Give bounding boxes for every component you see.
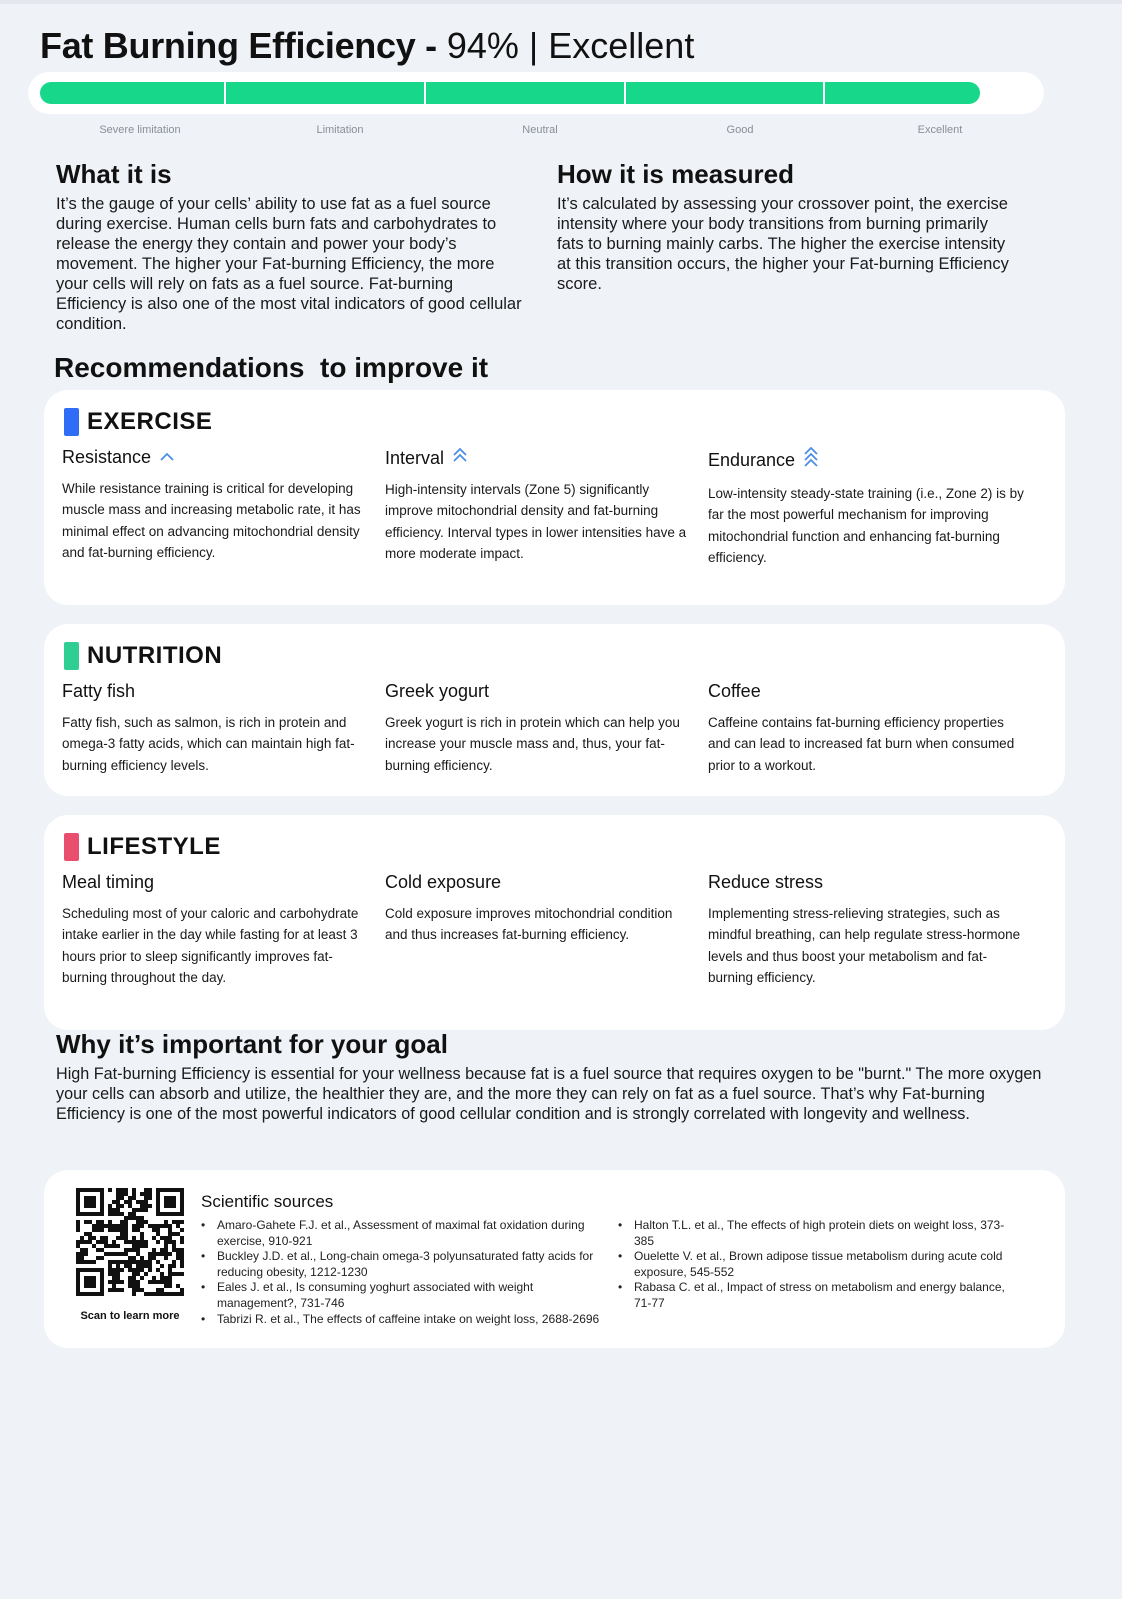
card-header [64,642,222,670]
recommendation-item [385,680,697,776]
efficiency-gauge [28,72,1044,114]
gauge-label: Limitation [316,124,364,136]
chevron-up-icon [159,446,175,468]
recommendation-item [385,871,697,946]
qr-caption: Scan to learn more [80,1310,180,1322]
gauge-divider [424,82,426,104]
category-color-bar [64,642,79,670]
source-item: • Amaro-Gahete F.J. et al., Assessment of maximal fat oxidation during exercise, 910-921 [201,1218,606,1249]
item-body: Implementing stress-relieving strategies, such as mindful breathing, can help regulate stress-hormone levels and thus boost your metabolism and fat-burning efficiency. [708,906,1021,985]
recommendation-item [62,680,374,776]
item-title: Reduce stress [708,872,824,892]
source-item: • Ouelette V. et al., Brown adipose tissue metabolism during acute cold exposure, 545-552 [618,1249,1023,1280]
recommendations-heading: Recommendations to improve it [54,352,489,383]
gauge-scale [40,124,1040,140]
item-body: High-intensity intervals (Zone 5) significantly improve mitochondrial density and fat-burning efficiency. Interval types in lower intensities have a more moderate impact. [385,482,687,561]
sources-list-right [618,1218,1023,1312]
card-title: EXERCISE [87,408,213,435]
card-title: NUTRITION [87,642,223,669]
gauge-fill [40,82,980,104]
section-body: High Fat-burning Efficiency is essential for your wellness because fat is a fuel source that requires oxygen to be "burnt." The more oxygen your cells can absorb and utilize, the healthier they are, and the more they can rely on fat as a fuel source. That’s why Fat-burning Efficiency is one of the most powerful indicators of good cellular condition and is strongly correlated with longevity and wellness. [56,1065,1042,1123]
gauge-divider [624,82,626,104]
sources-card [44,1170,1065,1348]
gauge-divider [823,82,825,104]
why-important-section [56,1028,1046,1124]
recommendation-item [385,446,697,564]
item-body: Scheduling most of your caloric and carbohydrate intake earlier in the day while fasting for at least 3 hours prior to sleep significantly improves fat-burning throughout the day. [62,906,359,985]
source-item: • Rabasa C. et al., Impact of stress on metabolism and energy balance, 71-77 [618,1280,1023,1311]
triple-chevron-up-icon [803,446,819,473]
lifestyle-card [44,815,1065,1030]
double-chevron-up-icon [452,446,468,469]
card-header [64,833,221,861]
item-body: Fatty fish, such as salmon, is rich in protein and omega-3 fatty acids, which can maintain high fat-burning efficiency levels. [62,715,355,773]
card-header [64,408,212,436]
item-title: Cold exposure [385,872,502,892]
item-title: Meal timing [62,872,155,892]
card-title: LIFESTYLE [87,833,221,860]
gauge-divider [224,82,226,104]
category-color-bar [64,833,79,861]
nutrition-card [44,624,1065,796]
item-title: Greek yogurt [385,681,490,701]
item-body: Caffeine contains fat-burning efficiency properties and can lead to increased fat burn when consumed prior to a workout. [708,715,1015,773]
recommendation-item [62,446,374,563]
source-item: • Halton T.L. et al., The effects of high protein diets on weight loss, 373-385 [618,1218,1023,1249]
recommendation-item [62,871,374,988]
recommendation-item [708,680,1028,776]
item-title: Fatty fish [62,681,136,701]
section-title: Why it’s important for your goal [56,1029,448,1059]
gauge-label: Neutral [522,124,558,136]
metric-name: Fat Burning Efficiency - [40,25,437,66]
sources-list-left [201,1218,606,1327]
section-body: It’s the gauge of your cells’ ability to use fat as a fuel source during exercise. Human cells burn fats and carbohydrates to release the energy they contain and power your body’s movement. The higher your Fat-burning Efficiency, the more your cells will rely on fats as a fuel source. Fat-burning Efficiency is also one of the most vital indicators of good cellular condition. [56,195,522,333]
item-title: Resistance [62,447,152,467]
section-title: How it is measured [557,159,794,189]
section-title: What it is [56,159,172,189]
gauge-label: Good [726,124,754,136]
gauge-label: Severe limitation [99,124,181,136]
how-measured-section [557,158,1017,294]
item-body: Low-intensity steady-state training (i.e., Zone 2) is by far the most powerful mechanism for improving mitochondrial function and enhancing fat-burning efficiency. [708,486,1024,565]
item-body: While resistance training is critical for developing muscle mass and increasing metabolic rate, it has minimal effect on advancing mitochondrial density and fat-burning efficiency. [62,481,361,560]
page-title [40,24,694,68]
item-title: Interval [385,447,445,468]
item-title: Endurance [708,449,796,470]
item-body: Cold exposure improves mitochondrial condition and thus increases fat-burning efficiency. [385,906,673,943]
recommendation-item [708,871,1028,988]
top-border [0,0,1122,4]
source-item: • Eales J. et al., Is consuming yoghurt associated with weight management?, 731-746 [201,1280,606,1311]
what-it-is-section [56,158,526,334]
qr-code-icon[interactable] [76,1188,184,1296]
sources-title: Scientific sources [201,1192,334,1211]
item-body: Greek yogurt is rich in protein which can help you increase your muscle mass and, thus, your fat-burning efficiency. [385,715,680,773]
source-item: • Buckley J.D. et al., Long-chain omega-3 polyunsaturated fatty acids for reducing obesity, 1212-1230 [201,1249,606,1280]
item-title: Coffee [708,681,761,701]
recommendation-item [708,446,1028,568]
metric-score: 94% | Excellent [436,25,695,66]
source-item: • Tabrizi R. et al., The effects of caffeine intake on weight loss, 2688-2696 [201,1312,606,1328]
exercise-card [44,390,1065,605]
gauge-label: Excellent [917,124,963,136]
section-body: It’s calculated by assessing your crossover point, the exercise intensity where your body transitions from burning primarily fats to burning mainly carbs. The higher the exercise intensity at this transition occurs, the higher your Fat-burning Efficiency score. [557,195,1009,293]
category-color-bar [64,408,79,436]
